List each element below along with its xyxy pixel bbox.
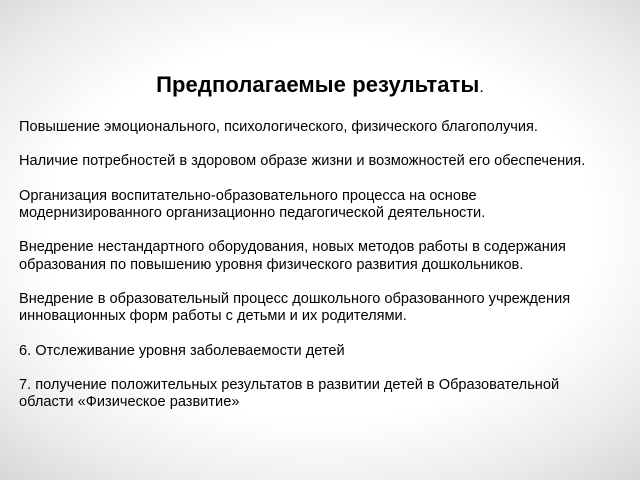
result-item-4: Внедрение нестандартного оборудования, новых методов работы в содержания образования по повышению уровня физического развития дошкольников. — [19, 239, 566, 273]
slide-title-suffix: . — [479, 79, 484, 96]
results-list — [19, 119, 599, 429]
result-item-7: 7. получение положительных результатов в развитии детей в Образовательной области «Физическое развитие» — [19, 376, 560, 411]
slide-title-text: Предполагаемые результаты — [156, 72, 480, 97]
result-item-2: Наличие потребностей в здоровом образе жизни и возможностей его обеспечения. — [19, 153, 586, 170]
result-item-3: Организация воспитательно-образовательного процесса на основе модернизированного организационно педагогической деятельности. — [19, 187, 486, 221]
result-item-6: 6. Отслеживание уровня заболеваемости детей — [19, 342, 345, 359]
result-item-1: Повышение эмоционального, психологического, физического благополучия. — [19, 119, 538, 135]
slide-title — [0, 72, 640, 98]
result-item-5: Внедрение в образовательный процесс дошкольного образованного учреждения инновационных форм работы с детьми и их родителями. — [19, 290, 571, 325]
